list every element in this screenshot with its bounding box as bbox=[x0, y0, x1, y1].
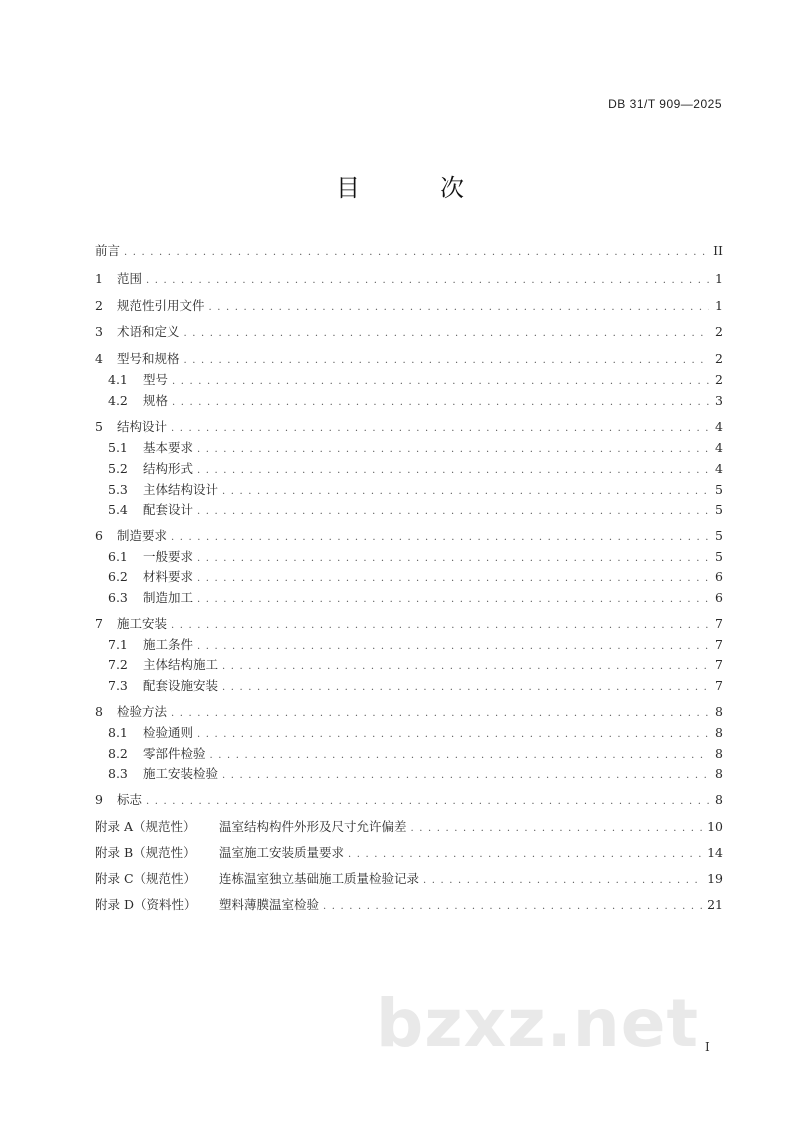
toc-leader-dots bbox=[146, 792, 709, 812]
toc-entry[interactable] bbox=[95, 547, 723, 569]
toc-entry-title: 标志 bbox=[117, 792, 143, 807]
toc-entry-page: 3 bbox=[715, 393, 723, 408]
toc-entry-number: 5.1 bbox=[108, 440, 128, 455]
toc-leader-dots bbox=[222, 482, 709, 502]
toc-leader-dots bbox=[171, 419, 709, 439]
toc-entry-number: 5.3 bbox=[108, 482, 128, 497]
toc-entry-title: 型号 bbox=[143, 372, 169, 387]
toc-entry-number: 6.2 bbox=[108, 569, 128, 584]
toc-entry-title: 配套设计 bbox=[143, 502, 194, 517]
toc-entry-title: 温室结构构件外形及尺寸允许偏差 bbox=[219, 819, 407, 834]
toc-entry-page: 21 bbox=[707, 897, 723, 912]
toc-leader-dots bbox=[172, 393, 709, 413]
toc-leader-dots bbox=[348, 845, 703, 865]
toc-entry-title: 配套设施安装 bbox=[143, 678, 219, 693]
toc-entry-title: 制造要求 bbox=[117, 528, 168, 543]
toc-leader-dots bbox=[197, 569, 709, 589]
toc-entry-number: 9 bbox=[95, 792, 103, 807]
toc-entry[interactable] bbox=[95, 438, 723, 460]
toc-entry[interactable] bbox=[95, 702, 723, 724]
toc-entry-number: 1 bbox=[95, 271, 103, 286]
toc-leader-dots bbox=[209, 298, 709, 318]
toc-leader-dots bbox=[146, 271, 709, 291]
toc-entry-number: 7.2 bbox=[108, 657, 128, 672]
toc-entry-page: 7 bbox=[715, 616, 723, 631]
toc-entry-title: 温室施工安装质量要求 bbox=[219, 845, 345, 860]
toc-entry-number: 2 bbox=[95, 298, 103, 313]
toc-entry-page: 8 bbox=[715, 792, 723, 807]
toc-entry[interactable] bbox=[95, 869, 723, 891]
toc-entry-number: 5.4 bbox=[108, 502, 128, 517]
toc-entry-number: 6 bbox=[95, 528, 103, 543]
toc-entry-title: 零部件检验 bbox=[143, 746, 206, 761]
toc-leader-dots bbox=[171, 704, 709, 724]
toc-entry-title: 规范性引用文件 bbox=[117, 298, 205, 313]
toc-leader-dots bbox=[124, 243, 709, 263]
toc-entry-title: 范围 bbox=[117, 271, 143, 286]
toc-entry[interactable] bbox=[95, 764, 723, 786]
toc-entry[interactable] bbox=[95, 480, 723, 502]
toc-entry-page: 4 bbox=[715, 419, 723, 434]
toc-leader-dots bbox=[197, 440, 709, 460]
toc-entry[interactable] bbox=[95, 790, 723, 812]
toc-entry[interactable] bbox=[95, 241, 723, 263]
toc-entry-title: 型号和规格 bbox=[117, 351, 180, 366]
toc-entry-number: 附录 C（规范性） bbox=[95, 871, 197, 886]
toc-entry[interactable] bbox=[95, 588, 723, 610]
toc-entry-title: 术语和定义 bbox=[117, 324, 180, 339]
standard-code: DB 31/T 909—2025 bbox=[608, 97, 722, 111]
toc-entry-number: 8 bbox=[95, 704, 103, 719]
toc-entry[interactable] bbox=[95, 614, 723, 636]
toc-entry-page: 5 bbox=[715, 549, 723, 564]
toc-entry[interactable] bbox=[95, 391, 723, 413]
toc-entry-number: 6.1 bbox=[108, 549, 128, 564]
toc-entry-page: 5 bbox=[715, 528, 723, 543]
toc-entry[interactable] bbox=[95, 322, 723, 344]
toc-leader-dots bbox=[222, 678, 709, 698]
toc-entry-page: 1 bbox=[715, 271, 723, 286]
toc-entry-page: 7 bbox=[715, 657, 723, 672]
toc-entry[interactable] bbox=[95, 526, 723, 548]
toc-entry-number: 8.1 bbox=[108, 725, 128, 740]
toc-leader-dots bbox=[222, 657, 709, 677]
toc-leader-dots bbox=[197, 637, 709, 657]
toc-entry-title: 检验方法 bbox=[117, 704, 168, 719]
toc-entry-number: 7 bbox=[95, 616, 103, 631]
toc-leader-dots bbox=[172, 372, 709, 392]
toc-leader-dots bbox=[210, 746, 709, 766]
toc-entry-title: 结构设计 bbox=[117, 419, 168, 434]
toc-entry[interactable] bbox=[95, 843, 723, 865]
toc-entry-page: 8 bbox=[715, 746, 723, 761]
toc-entry-number: 8.3 bbox=[108, 766, 128, 781]
toc-entry-page: 4 bbox=[715, 461, 723, 476]
toc-entry[interactable] bbox=[95, 567, 723, 589]
toc-entry-title: 基本要求 bbox=[143, 440, 194, 455]
toc-entry-page: 6 bbox=[715, 590, 723, 605]
toc-entry-page: 2 bbox=[715, 372, 723, 387]
toc-entry-page: 10 bbox=[707, 819, 723, 834]
toc-entry-page: 4 bbox=[715, 440, 723, 455]
toc-entry-page: 19 bbox=[707, 871, 723, 886]
toc-entry-title: 主体结构设计 bbox=[143, 482, 219, 497]
page-number: I bbox=[705, 1040, 710, 1054]
toc-entry-title: 一般要求 bbox=[143, 549, 194, 564]
toc-entry[interactable] bbox=[95, 296, 723, 318]
toc-entry-page: 8 bbox=[715, 704, 723, 719]
toc-entry[interactable] bbox=[95, 744, 723, 766]
toc-entry-number: 4 bbox=[95, 351, 103, 366]
toc-leader-dots bbox=[197, 461, 709, 481]
toc-entry-number: 附录 A（规范性） bbox=[95, 819, 196, 834]
toc-leader-dots bbox=[197, 590, 709, 610]
toc-entry-number: 5 bbox=[95, 419, 103, 434]
toc-entry-number: 3 bbox=[95, 324, 103, 339]
toc-leader-dots bbox=[171, 616, 709, 636]
toc-entry-page: 8 bbox=[715, 766, 723, 781]
toc-entry-number: 8.2 bbox=[108, 746, 128, 761]
toc-entry-number: 4.2 bbox=[108, 393, 128, 408]
toc-entry-number: 附录 D（资料性） bbox=[95, 897, 197, 912]
toc-entry-title: 前言 bbox=[95, 243, 121, 258]
toc-leader-dots bbox=[171, 528, 709, 548]
toc-leader-dots bbox=[423, 871, 703, 891]
toc-entry[interactable] bbox=[95, 655, 723, 677]
toc-entry-page: 14 bbox=[707, 845, 723, 860]
toc-entry-page: 7 bbox=[715, 678, 723, 693]
toc-entry-title: 规格 bbox=[143, 393, 169, 408]
toc-entry-title: 施工安装检验 bbox=[143, 766, 219, 781]
toc-entry[interactable] bbox=[95, 635, 723, 657]
toc-entry-number: 附录 B（规范性） bbox=[95, 845, 196, 860]
toc-entry-title: 塑料薄膜温室检验 bbox=[219, 897, 320, 912]
toc-leader-dots bbox=[184, 324, 709, 344]
toc-entry[interactable] bbox=[95, 676, 723, 698]
toc-entry-title: 施工条件 bbox=[143, 637, 194, 652]
toc-entry[interactable] bbox=[95, 817, 723, 839]
toc-entry-page: 6 bbox=[715, 569, 723, 584]
toc-entry[interactable] bbox=[95, 370, 723, 392]
toc-entry[interactable] bbox=[95, 895, 723, 917]
toc-entry-number: 7.1 bbox=[108, 637, 128, 652]
toc-leader-dots bbox=[411, 819, 704, 839]
toc-entry[interactable] bbox=[95, 459, 723, 481]
toc-entry-title: 施工安装 bbox=[117, 616, 168, 631]
toc-entry[interactable] bbox=[95, 417, 723, 439]
toc-leader-dots bbox=[197, 549, 709, 569]
toc-entry-page: 2 bbox=[715, 324, 723, 339]
toc-entry-title: 检验通则 bbox=[143, 725, 194, 740]
toc-entry-title: 主体结构施工 bbox=[143, 657, 219, 672]
toc-entry-number: 7.3 bbox=[108, 678, 128, 693]
toc-entry[interactable] bbox=[95, 269, 723, 291]
toc-entry-title: 连栋温室独立基础施工质量检验记录 bbox=[219, 871, 420, 886]
toc-entry-page: 8 bbox=[715, 725, 723, 740]
toc-entry-title: 材料要求 bbox=[143, 569, 194, 584]
toc-entry-page: 2 bbox=[715, 351, 723, 366]
toc-entry-page: 5 bbox=[715, 502, 723, 517]
toc-entry-number: 6.3 bbox=[108, 590, 128, 605]
toc-leader-dots bbox=[184, 351, 709, 371]
toc-entry-page: 1 bbox=[715, 298, 723, 313]
toc-entry-page: II bbox=[713, 243, 723, 258]
toc-entry[interactable] bbox=[95, 349, 723, 371]
toc-entry-number: 5.2 bbox=[108, 461, 128, 476]
toc-entry-page: 5 bbox=[715, 482, 723, 497]
toc-entry-title: 制造加工 bbox=[143, 590, 194, 605]
toc-entry-title: 结构形式 bbox=[143, 461, 194, 476]
watermark: bzxz.net bbox=[376, 985, 700, 1062]
toc-leader-dots bbox=[323, 897, 703, 917]
toc-leader-dots bbox=[197, 725, 709, 745]
toc-entry[interactable] bbox=[95, 723, 723, 745]
toc-entry-number: 4.1 bbox=[108, 372, 128, 387]
toc-entry[interactable] bbox=[95, 500, 723, 522]
page-title: 目 次 bbox=[336, 174, 492, 202]
toc-leader-dots bbox=[197, 502, 709, 522]
toc-entry-page: 7 bbox=[715, 637, 723, 652]
toc-leader-dots bbox=[222, 766, 709, 786]
